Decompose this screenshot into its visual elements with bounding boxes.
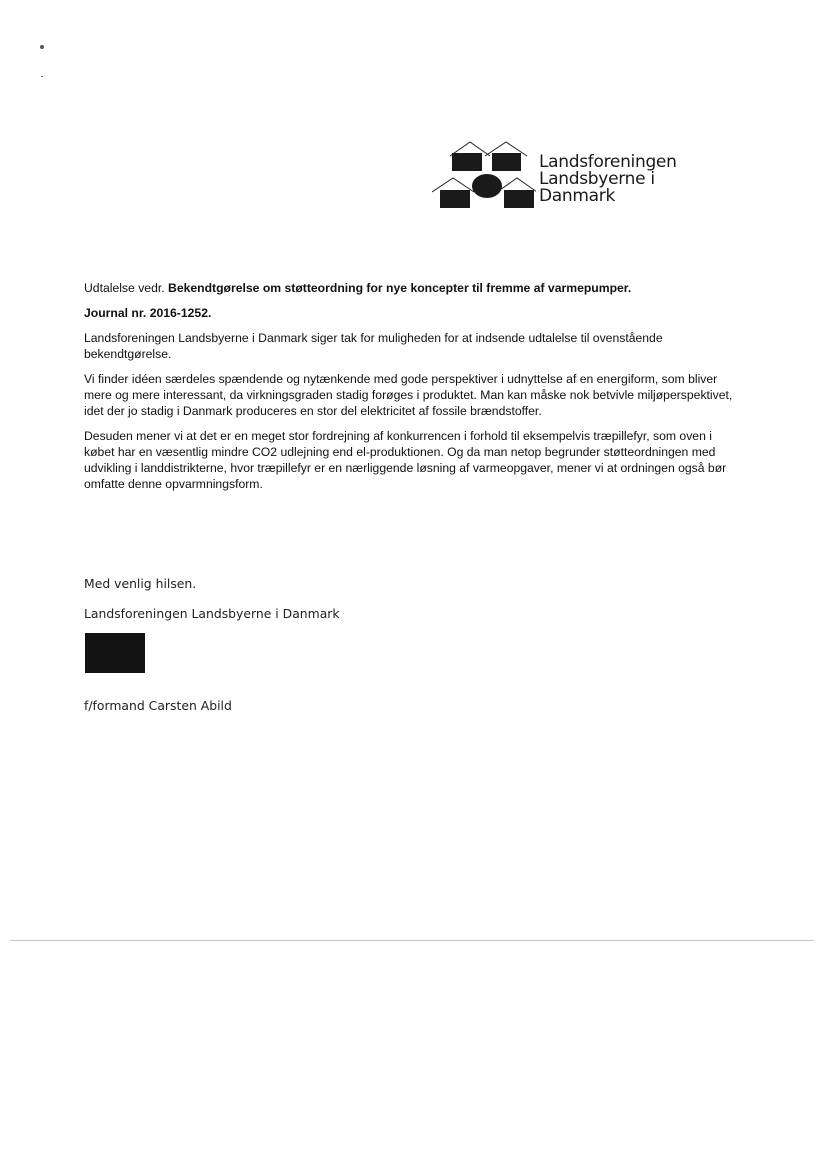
body-paragraph: Desuden mener vi at det er en meget stor fordrejning af konkurrencen i forhold til eksempelvis træpillefyr, som oven i købet har en væsentlig mindre CO2 udlejning end el-produktionen. Og da man netop begrunder støtteordningen med udvikling i landdistrikterne, hvor træpillefyr er en nærliggende løsning af varmeopgaver, mener vi at ordningen også bør omfatte denne opvarmningsform.: [84, 429, 727, 491]
logo-line: Landsforeningen: [539, 152, 677, 172]
scan-speck: [41, 76, 43, 77]
statement-body: [84, 280, 734, 501]
logo-line: Landsbyerne i: [539, 169, 655, 189]
logo-line: Danmark: [539, 186, 615, 206]
scan-speck: [40, 45, 44, 49]
logo-wordmark: [539, 154, 677, 205]
redacted-signature: [85, 633, 145, 673]
greeting: Med venlig hilsen.: [84, 576, 197, 591]
page-divider: [10, 940, 814, 941]
subject-lead: Udtalelse vedr.: [84, 281, 169, 295]
houses-logo-icon: [432, 140, 536, 214]
organization-name: Landsforeningen Landsbyerne i Danmark: [84, 606, 340, 621]
journal-number: Journal nr. 2016-1252.: [84, 306, 212, 320]
organization-logo: [432, 140, 682, 214]
body-paragraph: Vi finder idéen særdeles spændende og nytænkende med gode perspektiver i udnyttelse af en energiform, som bliver mere og mere interessant, da virkningsgraden stadig forøges i produktet. Man kan måske nok betvivle miljøperspektivet, idet der jo stadig i Danmark produceres en stor del elektricitet af fossile brændstoffer.: [84, 372, 733, 418]
subject-line: [84, 280, 734, 296]
subject-title: Bekendtgørelse om støtteordning for nye koncepter til fremme af varmepumper.: [168, 281, 632, 295]
signatory: f/formand Carsten Abild: [84, 698, 232, 713]
body-paragraph: Landsforeningen Landsbyerne i Danmark siger tak for muligheden for at indsende udtalelse til ovenstående bekendtgørelse.: [84, 331, 663, 361]
